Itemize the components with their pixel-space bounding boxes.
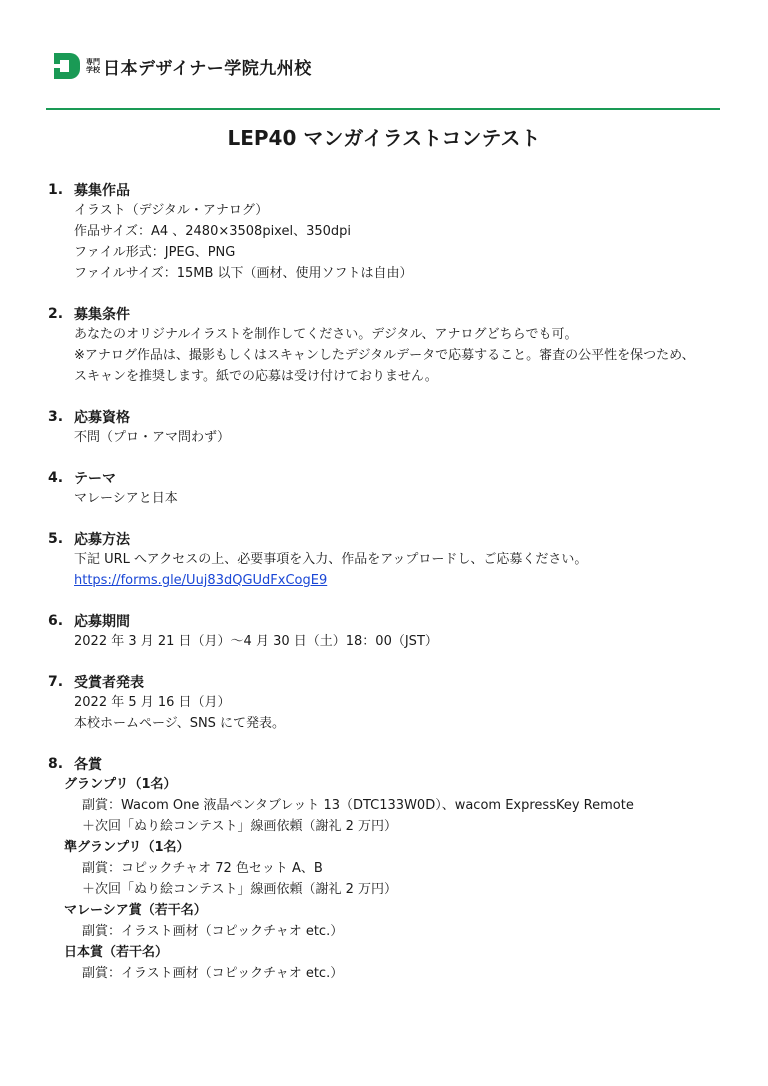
section-line: 2022 年 3 月 21 日（月）～4 月 30 日（土）18：00（JST）	[74, 634, 438, 649]
section-title: 募集作品	[74, 183, 130, 199]
section-3	[48, 407, 728, 448]
section-line: 不問（プロ・アマ問わず）	[74, 430, 231, 445]
section-heading	[48, 672, 728, 692]
section-number: 2.	[48, 306, 64, 322]
section-4	[48, 468, 728, 509]
section-1	[48, 180, 728, 284]
section-body	[48, 631, 728, 652]
section-link-line	[74, 570, 728, 591]
section-line: 2022 年 5 月 16 日（月）	[74, 695, 231, 710]
section-title: テーマ	[74, 471, 116, 487]
section-body	[48, 549, 728, 591]
section-number: 6.	[48, 613, 64, 629]
section-heading	[48, 529, 728, 549]
section-heading	[48, 611, 728, 631]
section-title: 応募方法	[74, 532, 130, 548]
section-line: ※アナログ作品は、撮影もしくはスキャンしたデジタルデータで応募すること。審査の公平性を保つため、	[74, 348, 695, 363]
award-prize-line: 副賞：Wacom One 液晶ペンタブレット 13（DTC133W0D）、wacom ExpressKey Remote	[82, 798, 634, 813]
award-prize-line: ＋次回「ぬり絵コンテスト」線画依頼（謝礼 2 万円）	[82, 819, 398, 834]
section-number: 3.	[48, 409, 64, 425]
school-type-top: 専門	[86, 58, 100, 66]
section-heading	[48, 754, 728, 774]
section-number: 4.	[48, 470, 64, 486]
award-prize-line: 副賞：イラスト画材（コピックチャオ etc.）	[82, 924, 344, 939]
section-number: 8.	[48, 756, 64, 772]
award-prize-line: 副賞：イラスト画材（コピックチャオ etc.）	[82, 966, 344, 981]
award-prize-line: 副賞：コピックチャオ 72 色セット A、B	[82, 861, 323, 876]
section-title: 応募期間	[74, 614, 130, 630]
section-body	[48, 200, 728, 284]
section-heading	[48, 180, 728, 200]
section-line: イラスト（デジタル・アナログ）	[74, 203, 269, 218]
award-name: マレーシア賞（若干名）	[64, 903, 207, 918]
section-6	[48, 611, 728, 652]
section-number: 5.	[48, 531, 64, 547]
school-logo	[54, 50, 312, 82]
section-heading	[48, 468, 728, 488]
application-form-link[interactable]: https://forms.gle/Uuj83dQGUdFxCogE9	[74, 573, 328, 588]
section-line: ファイルサイズ：15MB 以下（画材、使用ソフトは自由）	[74, 266, 413, 281]
document-body	[48, 180, 728, 1004]
section-body	[48, 324, 728, 387]
section-line: 作品サイズ：A4 、2480×3508pixel、350dpi	[74, 224, 352, 239]
section-title: 受賞者発表	[74, 675, 144, 691]
school-type-bottom: 学校	[86, 66, 100, 74]
award-name: 準グランプリ（1名）	[64, 840, 190, 855]
school-name: 日本デザイナー学院九州校	[103, 58, 312, 79]
section-body	[48, 488, 728, 509]
section-line: あなたのオリジナルイラストを制作してください。デジタル、アナログどちらでも可。	[74, 327, 578, 342]
school-logo-mark-icon	[54, 53, 80, 79]
section-line: 本校ホームページ、SNS にて発表。	[74, 716, 286, 731]
header-divider	[46, 108, 720, 110]
section-heading	[48, 304, 728, 324]
award-prize-line: ＋次回「ぬり絵コンテスト」線画依頼（謝礼 2 万円）	[82, 882, 398, 897]
section-line: マレーシアと日本	[74, 491, 178, 506]
section-line: ファイル形式：JPEG、PNG	[74, 245, 236, 260]
section-5	[48, 529, 728, 591]
section-body	[48, 692, 728, 734]
section-heading	[48, 407, 728, 427]
award-name: 日本賞（若干名）	[64, 945, 169, 960]
section-number: 7.	[48, 674, 64, 690]
section-line: 下記 URL へアクセスの上、必要事項を入力、作品をアップロードし、ご応募ください。	[74, 552, 588, 567]
section-body	[48, 427, 728, 448]
section-title: 応募資格	[74, 410, 130, 426]
section-2	[48, 304, 728, 387]
section-7	[48, 672, 728, 734]
section-8-awards	[48, 754, 728, 984]
page-title: LEP40 マンガイラストコンテスト	[227, 126, 541, 150]
section-line: スキャンを推奨します。紙での応募は受け付けておりません。	[74, 369, 438, 384]
school-type-label	[86, 58, 100, 74]
award-name: グランプリ（1名）	[64, 777, 177, 792]
section-title: 募集条件	[74, 307, 130, 323]
section-title: 各賞	[74, 757, 102, 773]
section-number: 1.	[48, 182, 64, 198]
